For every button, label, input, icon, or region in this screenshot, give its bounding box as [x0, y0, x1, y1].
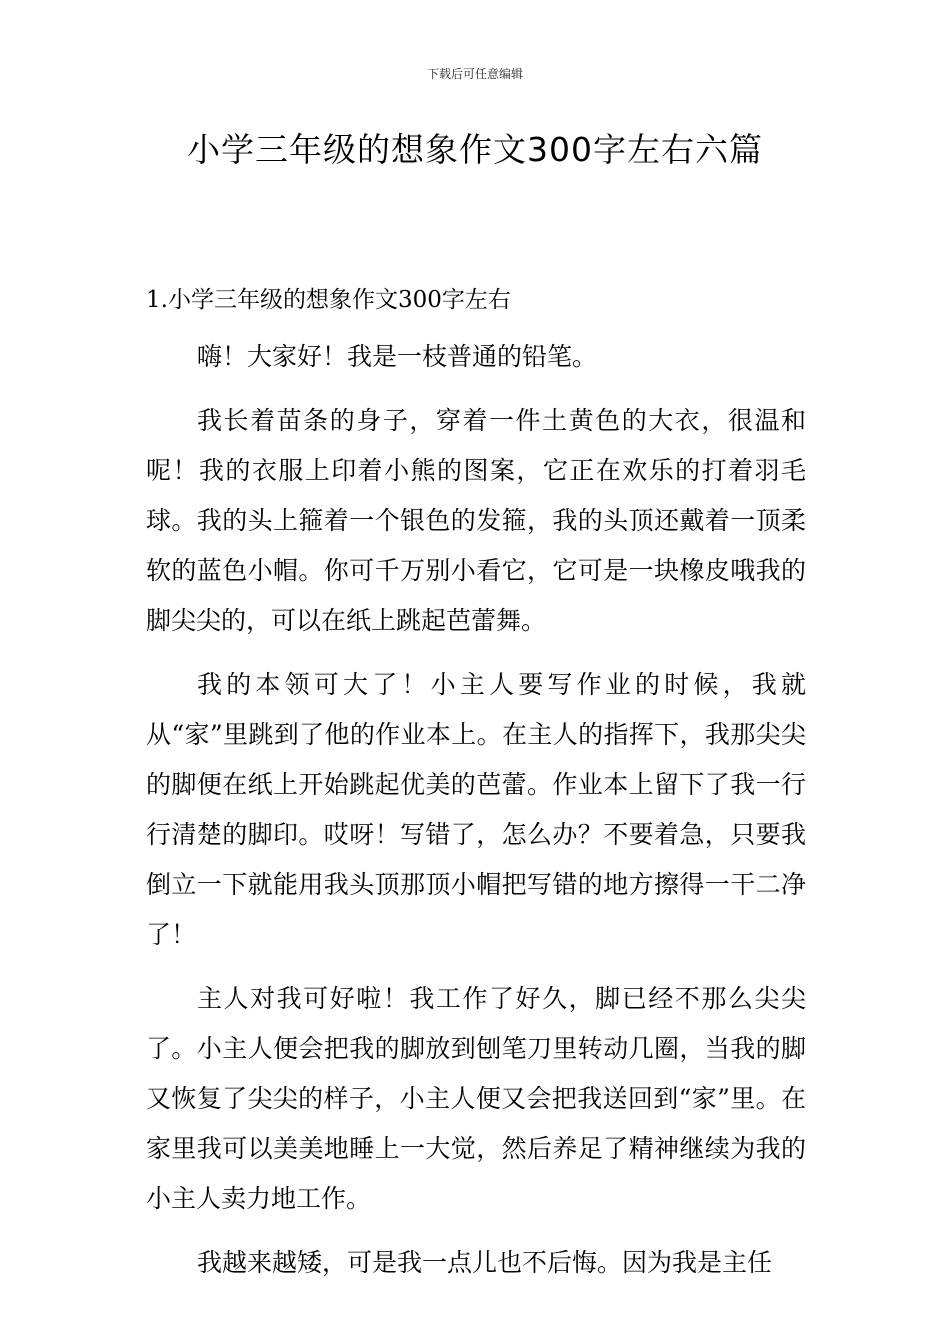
paragraph-2: 我长着苗条的身子，穿着一件土黄色的大衣，很温和呢！我的衣服上印着小熊的图案，它正在欢乐的打着羽毛球。我的头上箍着一个银色的发箍，我的头顶还戴着一顶柔软的蓝色小帽。你可千万别小看它，它可是一块橡皮哦我的脚尖尖的，可以在纸上跳起芭蕾舞。 — [146, 406, 806, 635]
document-title: 小学三年级的想象作文300字左右六篇 — [187, 130, 763, 169]
paragraph-1: 嗨！大家好！我是一枝普通的铅笔。 — [197, 342, 598, 371]
document-body — [146, 282, 806, 1288]
paragraph-3: 我的本领可大了！小主人要写作业的时候，我就从“家”里跳到了他的作业本上。在主人的指挥下，我那尖尖的脚便在纸上开始跳起优美的芭蕾。作业本上留下了我一行行清楚的脚印。哎呀！写错了，怎么办？不要着急，只要我倒立一下就能用我头顶那顶小帽把写错的地方擦得一干二净了！ — [146, 670, 806, 949]
paragraph-5: 我越来越矮，可是我一点儿也不后悔。因为我是主任 — [197, 1248, 773, 1277]
section-heading: 1.小学三年级的想象作文300字左右 — [146, 287, 511, 313]
header-note: 下载后可任意编辑 — [426, 67, 523, 81]
paragraph-4: 主人对我可好啦！我工作了好久，脚已经不那么尖尖了。小主人便会把我的脚放到刨笔刀里转动几圈，当我的脚又恢复了尖尖的样子，小主人便又会把我送回到“家”里。在家里我可以美美地睡上一大觉，然后养足了精神继续为我的小主人卖力地工作。 — [146, 984, 806, 1213]
